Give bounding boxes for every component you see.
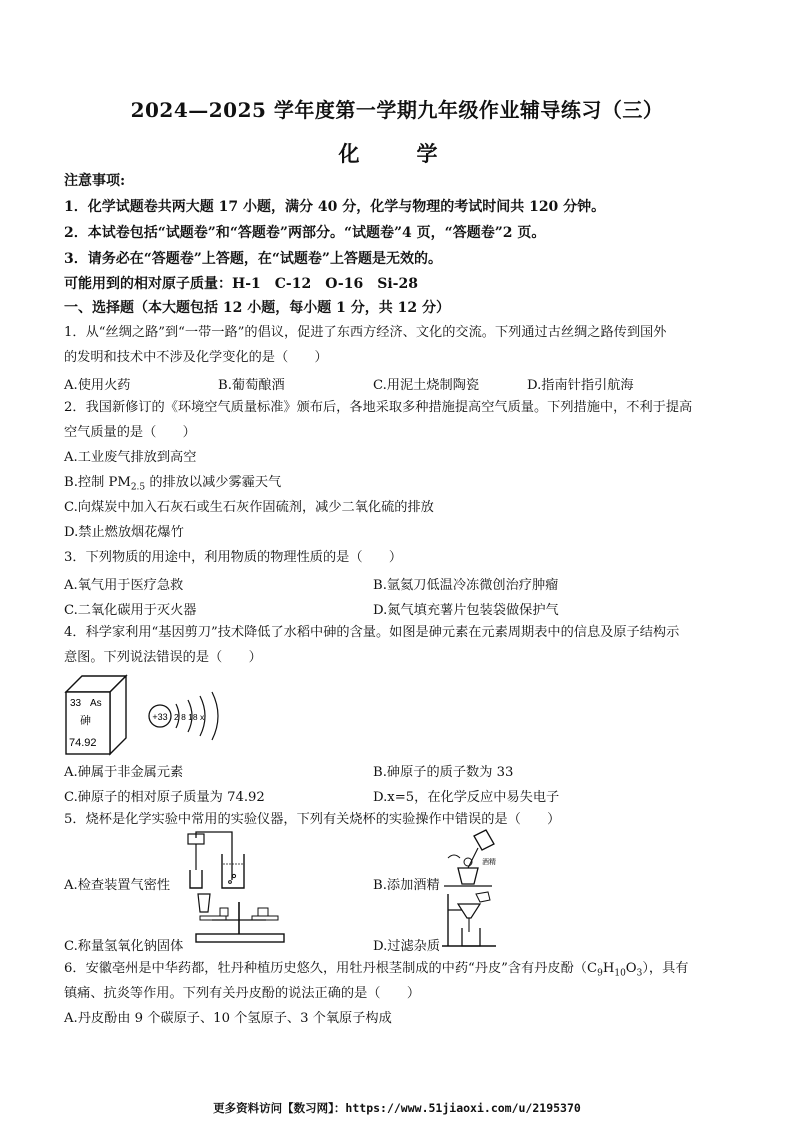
q5-stem: 5．烧杯是化学实验中常用的实验仪器，下列有关烧杯的实验操作中错误的是（ ） (64, 812, 561, 827)
notes-heading: 注意事项: (64, 173, 126, 189)
electron-shells: 2 8 18 x (174, 712, 205, 722)
q5-option-a: A.检查装置气密性 (64, 878, 171, 893)
footer-link[interactable]: 更多资料访问【数习网】：https://www.51jiaoxi.com/u/2195370 (213, 1101, 581, 1115)
q1-option-b: B.葡萄酿酒 (218, 378, 285, 393)
section-heading: 一、选择题（本大题包括 12 小题，每小题 1 分，共 12 分） (64, 300, 450, 316)
q1-stem-line1: 1．从“丝绸之路”到“一带一路”的倡议，促进了东西方经济、文化的交流。下列通过古丝绸之路传到国外 (64, 325, 667, 340)
q1-option-d: D.指南针指引航海 (527, 378, 634, 393)
q6-option-a: A.丹皮酚由 9 个碳原子、10 个氢原子、3 个氧原子构成 (64, 1011, 392, 1026)
nucleus-charge: +33 (152, 712, 168, 722)
q2-stem-line2: 空气质量的是（ ） (64, 425, 196, 440)
q5-option-c: C.称量氢氧化钠固体 (64, 939, 184, 954)
q2-option-d: D.禁止燃放烟花爆竹 (64, 525, 184, 540)
exam-title: 2024—2025 学年度第一学期九年级作业辅导练习（三） (130, 98, 664, 122)
atomic-mass: 74.92 (69, 737, 97, 749)
atom-structure-diagram (149, 692, 218, 740)
q3-option-d: D.氮气填充薯片包装袋做保护气 (373, 603, 559, 618)
q3-stem: 3．下列物质的用途中，利用物质的物理性质的是（ ） (64, 550, 403, 565)
q4-stem-line2: 意图。下列说法错误的是（ ） (64, 650, 262, 665)
filtration-figure (440, 890, 500, 950)
q4-option-a: A.砷属于非金属元素 (64, 765, 184, 780)
periodic-table-cell (66, 676, 126, 754)
q2-option-b: B.控制 $PM_{2.5}$ 的排放以减少雾霾天气 (64, 475, 282, 493)
add-alcohol-figure (438, 828, 508, 890)
q1-option-a: A.使用火药 (64, 378, 131, 393)
q2-stem-line1: 2．我国新修订的《环境空气质量标准》颁布后，各地采取多种措施提高空气质量。下列措施中，不利于提高 (64, 400, 693, 415)
q4-option-c: C.砷原子的相对原子质量为 74.92 (64, 790, 265, 805)
q4-stem-line1: 4．科学家利用“基因剪刀”技术降低了水稻中砷的含量。如图是砷元素在元素周期表中的信息及原子结构示 (64, 625, 680, 640)
atomic-masses: 可能用到的相对原子质量：H-1 C-12 O-16 Si-28 (64, 276, 418, 292)
weighing-figure (190, 890, 290, 948)
q5-option-d: D.过滤杂质 (373, 939, 441, 954)
element-symbol: As (90, 698, 102, 709)
q2-option-a: A.工业废气排放到高空 (64, 450, 197, 465)
q3-option-a: A.氧气用于医疗急救 (64, 578, 184, 593)
airtightness-check-figure (180, 830, 260, 892)
q3-option-c: C.二氧化碳用于灭火器 (64, 603, 197, 618)
note-item-2: 2．本试卷包括“试题卷”和“答题卷”两部分。“试题卷”4 页，“答题卷”2 页。 (64, 225, 546, 241)
element-name: 砷 (80, 714, 91, 727)
note-item-3: 3．请务必在“答题卷”上答题，在“试题卷”上答题是无效的。 (64, 251, 442, 267)
q3-option-b: B.氩氦刀低温冷冻微创治疗肿瘤 (373, 578, 559, 593)
q1-option-c: C.用泥土烧制陶瓷 (373, 378, 480, 393)
q1-stem-line2: 的发明和技术中不涉及化学变化的是（ ） (64, 350, 328, 365)
q6-stem-line2: 镇痛、抗炎等作用。下列有关丹皮酚的说法正确的是（ ） (64, 986, 421, 1001)
subject-title: 化 学 (338, 141, 456, 166)
arsenic-element-figure (64, 672, 234, 756)
atomic-number: 33 (70, 698, 82, 709)
q6-stem-line1: 6．安徽亳州是中华药都，牡丹种植历史悠久，用牡丹根茎制成的中药“丹皮”含有丹皮酚$(C_9H_{10}O_3)$，具有 (64, 961, 689, 979)
q4-option-d: D.x=5，在化学反应中易失电子 (373, 790, 560, 805)
q4-option-b: B.砷原子的质子数为 33 (373, 765, 514, 780)
note-item-1: 1．化学试题卷共两大题 17 小题，满分 40 分，化学与物理的考试时间共 120 分钟。 (64, 199, 606, 215)
q2-option-c: C.向煤炭中加入石灰石或生石灰作固硫剂，减少二氧化硫的排放 (64, 500, 434, 515)
alcohol-label: 酒精 (482, 858, 496, 866)
q5-option-b: B.添加酒精 (373, 878, 440, 893)
